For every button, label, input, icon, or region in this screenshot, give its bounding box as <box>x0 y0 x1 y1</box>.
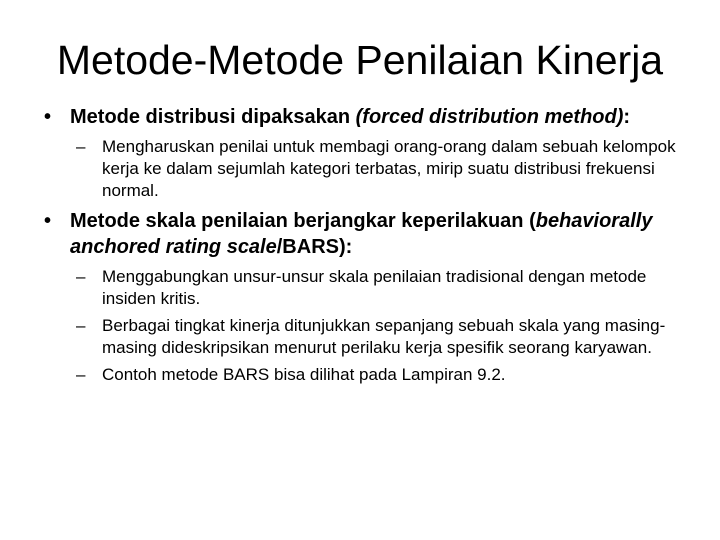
bullet-icon: • <box>44 106 52 128</box>
sub-list <box>44 136 684 202</box>
sub-item-text: Berbagai tingkat kinerja ditunjukkan sepanjang sebuah skala yang masing-masing dideskripsikan menurut perilaku kerja spesifik seorang karyawan. <box>102 316 666 357</box>
dash-icon: – <box>76 316 86 335</box>
dash-icon: – <box>76 267 86 286</box>
bullet-item-forced-distribution <box>44 104 684 130</box>
dash-icon: – <box>76 365 86 384</box>
sub-item-text: Contoh metode BARS bisa dilihat pada Lampiran 9.2. <box>102 365 506 384</box>
bullet-tail-text: /BARS): <box>276 236 353 258</box>
bullet-bold-text: Metode skala penilaian berjangkar keperilakuan ( <box>70 210 536 232</box>
sub-item-text: Menggabungkan unsur-unsur skala penilaian tradisional dengan metode insiden kritis. <box>102 267 647 308</box>
sub-item-text: Mengharuskan penilai untuk membagi orang-orang dalam sebuah kelompok kerja ke dalam sejumlah kategori terbatas, mirip suatu distribusi frekuensi normal. <box>102 137 676 200</box>
bullet-item-bars <box>44 208 684 260</box>
slide-content <box>44 104 684 392</box>
bullet-bold-text: Metode distribusi dipaksakan <box>70 106 356 128</box>
bullet-italic-text: (forced distribution method) <box>355 106 624 128</box>
dash-icon: – <box>76 137 86 156</box>
sub-item <box>44 266 684 310</box>
sub-item <box>44 136 684 202</box>
slide-title: Metode-Metode Penilaian Kinerja <box>56 37 664 83</box>
sub-item <box>44 364 684 386</box>
bullet-icon: • <box>44 210 52 232</box>
sub-item <box>44 315 684 359</box>
sub-list <box>44 266 684 386</box>
bullet-italic-text: behaviorally anchored rating scale <box>70 210 653 258</box>
bullet-tail-text: : <box>623 106 631 128</box>
